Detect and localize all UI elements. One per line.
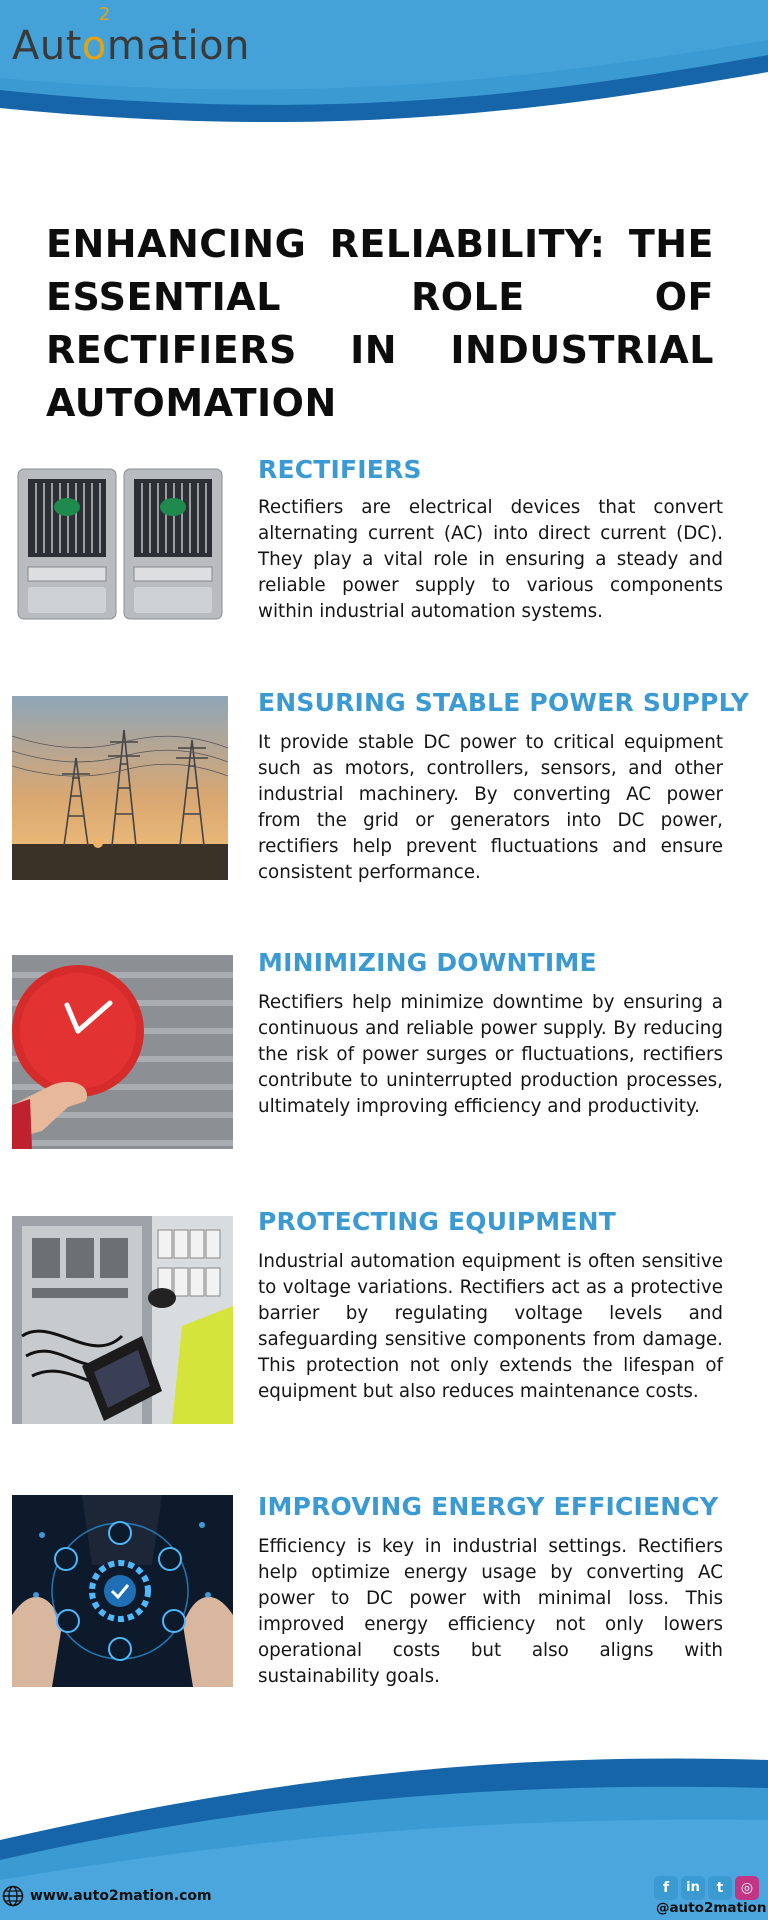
section-body: Rectifiers are electrical devices that convert alternating current (AC) into direct current (DC). They play a vital role in ensuring a steady and reliable power supply to various components within industrial automation systems. (258, 497, 723, 622)
section-heading: IMPROVING ENERGY EFFICIENCY (258, 1492, 719, 1521)
section-body: Rectifiers help minimize downtime by ensuring a continuous and reliable power supply. By reducing the risk of power surges or fluctuations, rectifiers contribute to uninterrupted production processes, ultimately improving efficiency and productivity. (258, 992, 723, 1117)
linkedin-icon[interactable]: in (681, 1876, 705, 1900)
logo-superscript: 2 (98, 4, 111, 25)
section-heading: PROTECTING EQUIPMENT (258, 1207, 616, 1236)
section-body: It provide stable DC power to critical equipment such as motors, controllers, sensors, and other industrial machinery. By converting AC power from the grid or generators into DC power, rectifiers help prevent fluctuations and ensure consistent performance. (258, 732, 723, 883)
section-energy-efficiency (0, 1492, 768, 1697)
section-body: Efficiency is key in industrial settings. Rectifiers help optimize energy usage by converting AC power to DC power with minimal loss. This improved energy efficiency not only lowers operational costs but also aligns with sustainability goals. (258, 1536, 723, 1687)
twitter-icon[interactable]: t (708, 1876, 732, 1900)
section-protecting-equipment (0, 1207, 768, 1432)
website-url: www.auto2mation.com (30, 1888, 212, 1904)
logo-o: o (81, 23, 107, 69)
header-banner (0, 0, 768, 140)
website-link[interactable] (2, 1884, 212, 1908)
red-clock-photo (12, 955, 233, 1149)
section-stable-power (0, 688, 768, 888)
section-body: Industrial automation equipment is often sensitive to voltage variations. Rectifiers act as a protective barrier by regulating voltage levels and safeguarding sensitive components from damage. This protection not only extends the lifespan of equipment but also reduces maintenance costs. (258, 1251, 723, 1402)
section-heading: RECTIFIERS (258, 455, 422, 484)
logo-text-end: mation (106, 23, 250, 69)
page-title: ENHANCING RELIABILITY: THE ESSENTIAL ROLE OF RECTIFIERS IN INDUSTRIAL AUTOMATION (46, 222, 714, 425)
social-links (654, 1876, 759, 1900)
section-rectifiers (0, 455, 768, 635)
technician-electrical-panel-photo (12, 1216, 233, 1424)
globe-icon (2, 1885, 24, 1907)
power-towers-sunset-photo (12, 696, 228, 880)
section-heading: MINIMIZING DOWNTIME (258, 948, 597, 977)
section-heading: ENSURING STABLE POWER SUPPLY (258, 688, 750, 717)
section-minimizing-downtime (0, 948, 768, 1148)
facebook-icon[interactable]: f (654, 1876, 678, 1900)
logo-text-start: Aut (12, 23, 82, 69)
instagram-icon[interactable]: ◎ (735, 1876, 759, 1900)
digital-gear-icons-photo (12, 1495, 233, 1687)
rectifier-modules-photo (12, 459, 228, 624)
brand-logo[interactable] (12, 4, 250, 74)
social-handle[interactable]: @auto2mation (656, 1900, 767, 1916)
